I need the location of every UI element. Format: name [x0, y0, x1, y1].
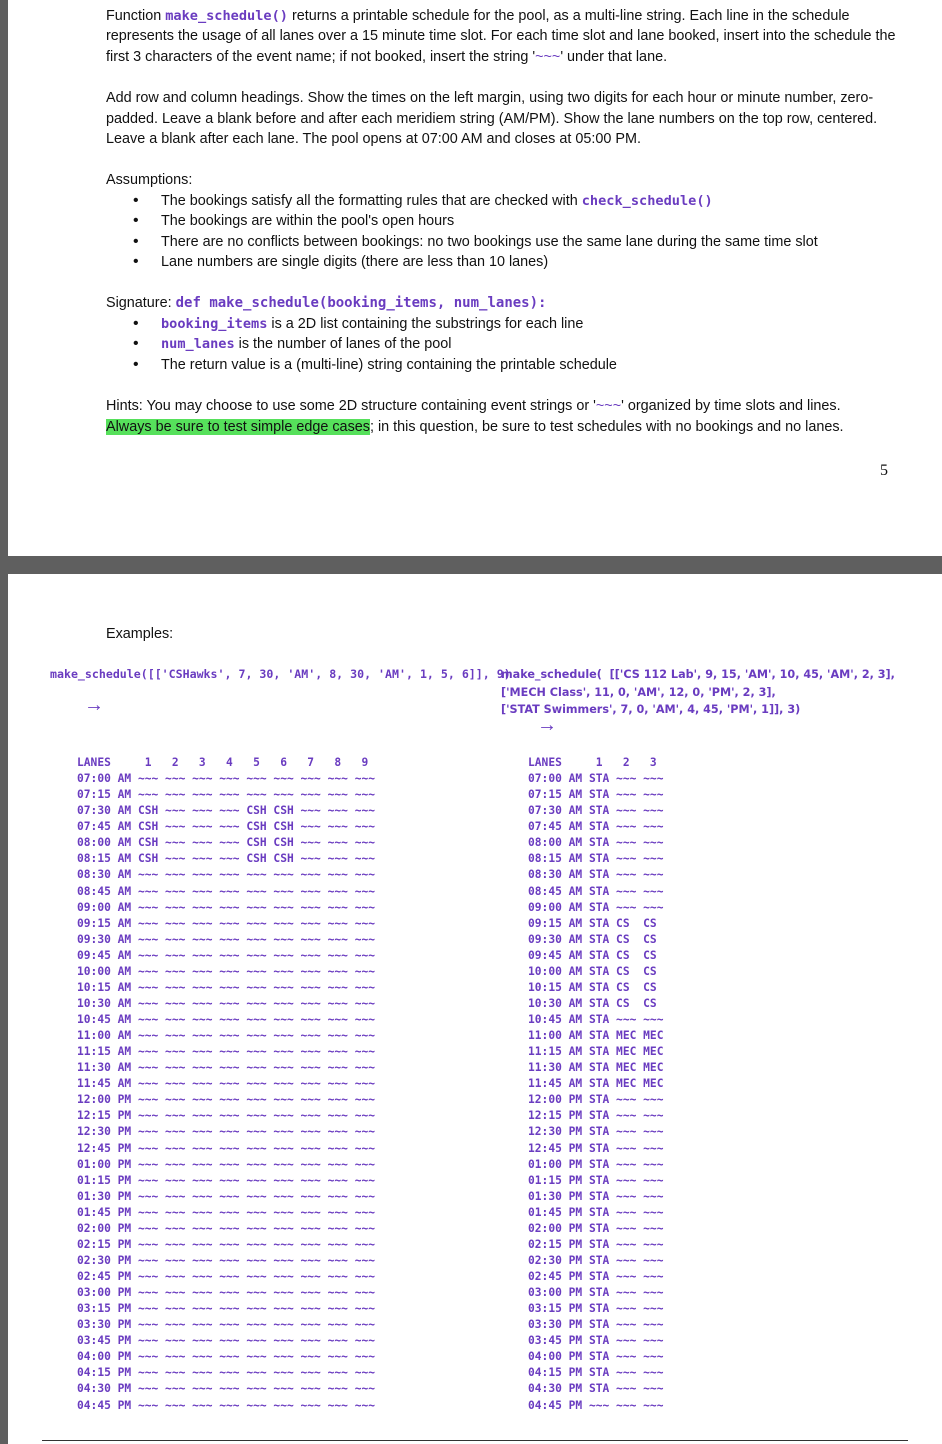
function-name: make_schedule() [165, 8, 288, 24]
arrow-icon: → [84, 694, 104, 716]
hints-paragraph: Hints: You may choose to use some 2D structure containing event strings or '~~~' organized by time slots and lines. Always be sure to test simple edge cases; in this question, be sure to test schedules with no bookings and no lanes. [106, 398, 844, 435]
list-item: • num_lanes is the number of lanes of the pool [161, 334, 906, 354]
list-item: • booking_items is a 2D list containing the substrings for each line [161, 314, 906, 334]
list-item: • Lane numbers are single digits (there are less than 10 lanes) [161, 252, 906, 272]
left-schedule-output: LANES 1 2 3 4 5 6 7 8 9 07:00 AM ~~~ ~~~ ~~~ ~~~ ~~~ ~~~ ~~~ ~~~ ~~~ 07:15 AM ~~~ ~~~ ~~~ ~~~ ~~~ ~~~ ~~~ ~~~ ~~~ 07:30 AM CSH ~~~ ~~~ ~~~ CSH CSH ~~~ ~~~ ~~~ 07:45 AM CSH ~~~ ~~~ ~~~ CSH CSH ~~~ ~~~ ~~~ 08:00 AM CSH ~~~ ~~~ ~~~ CSH CSH ~~~ ~~~ ~~~ 08:15 AM CSH ~~~ ~~~ ~~~ CSH CSH ~~~ ~~~ ~~~ 08:30 AM ~~~ ~~~ ~~~ ~~~ ~~~ ~~~ ~~~ ~~~ ~~~ 08:45 AM ~~~ ~~~ ~~~ ~~~ ~~~ ~~~ ~~~ ~~~ ~~~ 09:00 AM ~~~ ~~~ ~~~ ~~~ ~~~ ~~~ ~~~ ~~~ ~~~ 09:15 AM ~~~ ~~~ ~~~ ~~~ ~~~ ~~~ ~~~ ~~~ ~~~ 09:30 AM ~~~ ~~~ ~~~ ~~~ ~~~ ~~~ ~~~ ~~~ ~~~ 09:45 AM ~~~ ~~~ ~~~ ~~~ ~~~ ~~~ ~~~ ~~~ ~~~ 10:00 AM ~~~ ~~~ ~~~ ~~~ ~~~ ~~~ ~~~ ~~~ ~~~ 10:15 AM ~~~ ~~~ ~~~ ~~~ ~~~ ~~~ ~~~ ~~~ ~~~ 10:30 AM ~~~ ~~~ ~~~ ~~~ ~~~ ~~~ ~~~ ~~~ ~~~ 10:45 AM ~~~ ~~~ ~~~ ~~~ ~~~ ~~~ ~~~ ~~~ ~~~ 11:00 AM ~~~ ~~~ ~~~ ~~~ ~~~ ~~~ ~~~ ~~~ ~~~ 11:15 AM ~~~ ~~~ ~~~ ~~~ ~~~ ~~~ ~~~ ~~~ ~~~ 11:30 AM ~~~ ~~~ ~~~ ~~~ ~~~ ~~~ ~~~ ~~~ ~~~ 11:45 AM ~~~ ~~~ ~~~ ~~~ ~~~ ~~~ ~~~ ~~~ ~~~ 12:00 PM ~~~ ~~~ ~~~ ~~~ ~~~ ~~~ ~~~ ~~~ ~~~ 12:15 PM ~~~ ~~~ ~~~ ~~~ ~~~ ~~~ ~~~ ~~~ ~~~ 12:30 PM ~~~ ~~~ ~~~ ~~~ ~~~ ~~~ ~~~ ~~~ ~~~ 12:45 PM ~~~ ~~~ ~~~ ~~~ ~~~ ~~~ ~~~ ~~~ ~~~ 01:00 PM ~~~ ~~~ ~~~ ~~~ ~~~ ~~~ ~~~ ~~~ ~~~ 01:15 PM ~~~ ~~~ ~~~ ~~~ ~~~ ~~~ ~~~ ~~~ ~~~ 01:30 PM ~~~ ~~~ ~~~ ~~~ ~~~ ~~~ ~~~ ~~~ ~~~ 01:45 PM ~~~ ~~~ ~~~ ~~~ ~~~ ~~~ ~~~ ~~~ ~~~ 02:00 PM ~~~ ~~~ ~~~ ~~~ ~~~ ~~~ ~~~ ~~~ ~~~ 02:15 PM ~~~ ~~~ ~~~ ~~~ ~~~ ~~~ ~~~ ~~~ ~~~ 02:30 PM ~~~ ~~~ ~~~ ~~~ ~~~ ~~~ ~~~ ~~~ ~~~ 02:45 PM ~~~ ~~~ ~~~ ~~~ ~~~ ~~~ ~~~ ~~~ ~~~ 03:00 PM ~~~ ~~~ ~~~ ~~~ ~~~ ~~~ ~~~ ~~~ ~~~ 03:15 PM ~~~ ~~~ ~~~ ~~~ ~~~ ~~~ ~~~ ~~~ ~~~ 03:30 PM ~~~ ~~~ ~~~ ~~~ ~~~ ~~~ ~~~ ~~~ ~~~ 03:45 PM ~~~ ~~~ ~~~ ~~~ ~~~ ~~~ ~~~ ~~~ ~~~ 04:00 PM ~~~ ~~~ ~~~ ~~~ ~~~ ~~~ ~~~ ~~~ ~~~ 04:15 PM ~~~ ~~~ ~~~ ~~~ ~~~ ~~~ ~~~ ~~~ ~~~ 04:30 PM ~~~ ~~~ ~~~ ~~~ ~~~ ~~~ ~~~ ~~~ ~~~ 04:45 PM ~~~ ~~~ ~~~ ~~~ ~~~ ~~~ ~~~ ~~~ ~~~ [77, 756, 376, 1412]
document-page-1 [8, 0, 942, 556]
function-name: check_schedule() [581, 192, 713, 209]
page-1-content [106, 6, 906, 437]
signature-section [106, 293, 906, 375]
left-example-call: make_schedule([['CSHawks', 7, 30, 'AM', 8, 30, 'AM', 1, 5, 6]], 9) [50, 667, 511, 681]
list-item: • There are no conflicts between bookings: no two bookings use the same lane during the same time slot [161, 232, 906, 252]
signature-list [106, 314, 906, 375]
list-item: • The bookings satisfy all the formatting rules that are checked with check_schedule() [161, 191, 906, 211]
headings-paragraph: Add row and column headings. Show the times on the left margin, using two digits for each hour or minute number, zero-padded. Leave a blank before and after each meridiem string (AM/PM). Show the lane numbers on the top row, centered. Leave a blank after each lane. The pool opens at 07:00 AM and closes at 05:00 PM. [106, 90, 878, 148]
description-paragraph [106, 6, 906, 67]
arrow-icon: → [537, 714, 557, 736]
text: Function [106, 8, 166, 24]
page-number: 5 [880, 462, 888, 479]
right-example-call: make_schedule( [['CS 112 Lab', 9, 15, 'AM', 10, 45, 'AM', 2, 3], ['MECH Class', 11, 0, 'AM', 12, 0, 'PM', 2, 3], ['STAT Swimmers', 7, 0, 'AM', 4, 45, 'PM', 1]], 3) [501, 668, 895, 716]
list-item: • The bookings are within the pool's open hours [161, 211, 906, 231]
assumptions-title: Assumptions: [106, 172, 193, 189]
tilde-string: ~~~ [535, 48, 561, 65]
text: returns a printable schedule for the pool, as a multi-line string. Each line in the schedule represents the usage of all lanes over a 15 minute time slot. For each time slot and lane booked, insert into the schedule the first 3 characters of the event name; if not booked, insert the string ' [106, 8, 896, 65]
assumptions-list [106, 191, 906, 273]
document-page-2 [8, 574, 942, 1444]
signature-code: def make_schedule(booking_items, num_lanes): [175, 295, 547, 312]
highlighted-text: Always be sure to test simple edge cases [106, 418, 370, 435]
examples-label: Examples: [106, 626, 174, 642]
list-item: • The return value is a (multi-line) string containing the printable schedule [161, 355, 906, 375]
right-schedule-output: LANES 1 2 3 07:00 AM STA ~~~ ~~~ 07:15 AM STA ~~~ ~~~ 07:30 AM STA ~~~ ~~~ 07:45 AM STA ~~~ ~~~ 08:00 AM STA ~~~ ~~~ 08:15 AM STA ~~~ ~~~ 08:30 AM STA ~~~ ~~~ 08:45 AM STA ~~~ ~~~ 09:00 AM STA ~~~ ~~~ 09:15 AM STA CS CS 09:30 AM STA CS CS 09:45 AM STA CS CS 10:00 AM STA CS CS 10:15 AM STA CS CS 10:30 AM STA CS CS 10:45 AM STA ~~~ ~~~ 11:00 AM STA MEC MEC 11:15 AM STA MEC MEC 11:30 AM STA MEC MEC 11:45 AM STA MEC MEC 12:00 PM STA ~~~ ~~~ 12:15 PM STA ~~~ ~~~ 12:30 PM STA ~~~ ~~~ 12:45 PM STA ~~~ ~~~ 01:00 PM STA ~~~ ~~~ 01:15 PM STA ~~~ ~~~ 01:30 PM STA ~~~ ~~~ 01:45 PM STA ~~~ ~~~ 02:00 PM STA ~~~ ~~~ 02:15 PM STA ~~~ ~~~ 02:30 PM STA ~~~ ~~~ 02:45 PM STA ~~~ ~~~ 03:00 PM STA ~~~ ~~~ 03:15 PM STA ~~~ ~~~ 03:30 PM STA ~~~ ~~~ 03:45 PM STA ~~~ ~~~ 04:00 PM STA ~~~ ~~~ 04:15 PM STA ~~~ ~~~ 04:30 PM STA ~~~ ~~~ 04:45 PM ~~~ ~~~ ~~~ [528, 756, 664, 1412]
assumptions-section [106, 170, 906, 272]
text: ' under that lane. [560, 48, 668, 65]
divider [42, 1440, 908, 1441]
signature-line: Signature: def make_schedule(booking_items, num_lanes): [106, 295, 547, 312]
